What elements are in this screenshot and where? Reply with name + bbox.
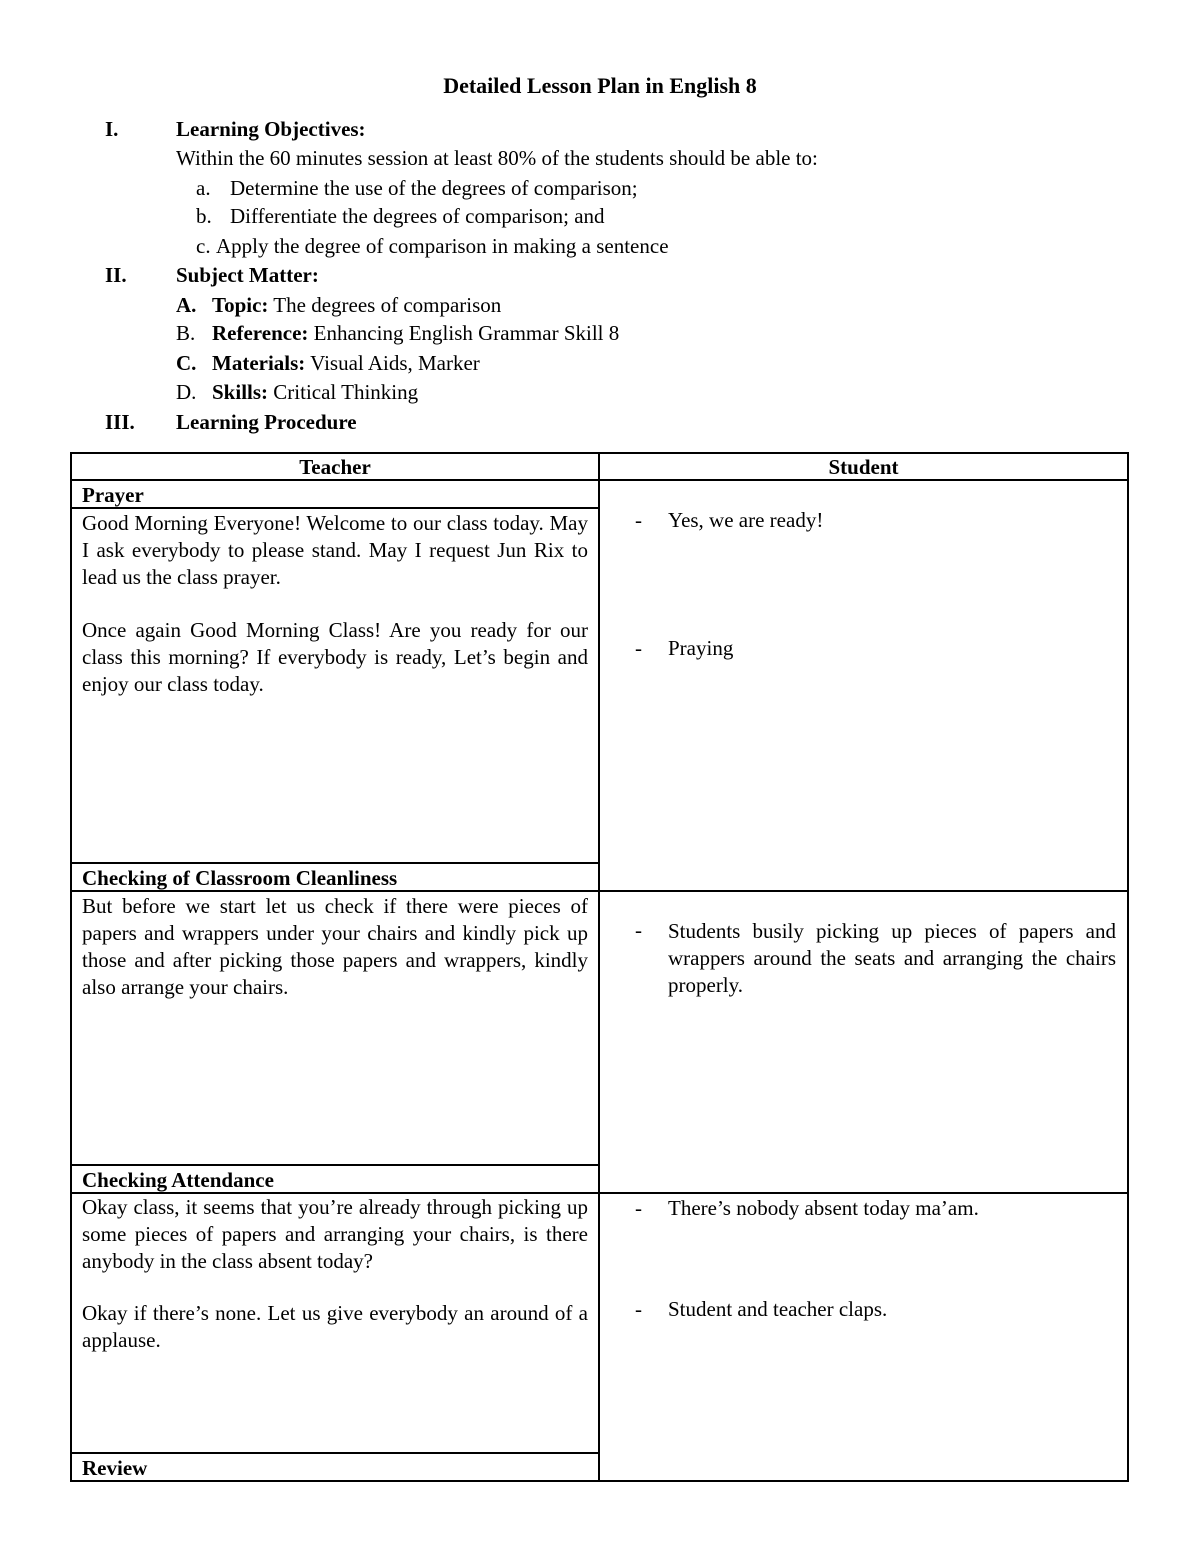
subject-label-skills: Skills: [212,380,269,404]
subject-value-reference: Enhancing English Grammar Skill 8 [313,321,620,345]
attendance-student-dash-2: - [635,1297,642,1321]
procedure-heading: Learning Procedure [176,410,357,434]
attendance-end-divider [70,1452,600,1454]
attendance-heading: Checking Attendance [82,1168,274,1192]
subject-marker-d: D. [176,380,197,404]
procedure-numeral: III. [105,410,135,434]
table-border-right [1127,452,1129,1482]
objective-item-b: Differentiate the degrees of comparison; and [230,204,605,228]
review-heading: Review [82,1456,148,1480]
cleanliness-heading: Checking of Classroom Cleanliness [82,866,398,890]
prayer-student-response-2: Praying [668,636,734,660]
cleanliness-teacher-paragraph-1: But before we start let us check if there were pieces of papers and wrappers under your chairs and kindly pick up those and after picking those papers and wrappers, kindly also arrange your chairs. [82,894,588,999]
subject-item-topic [212,293,501,318]
subject-marker-a: A. [176,293,197,317]
table-border-left [70,452,72,1482]
subject-heading: Subject Matter: [176,263,319,287]
subject-marker-b: B. [176,321,196,345]
objective-marker-a: a. [196,176,211,200]
attendance-student-dash-1: - [635,1196,642,1220]
prayer-student-response-1: Yes, we are ready! [668,508,824,532]
subject-label-topic: Topic: [212,293,269,317]
prayer-heading-divider [70,507,600,509]
objectives-numeral: I. [105,117,119,141]
prayer-end-divider [70,862,600,864]
cleanliness-student-response-1: Students busily picking up pieces of papers and wrappers around the seats and arranging the chairs properly. [668,919,1116,997]
prayer-student-dash-1: - [635,508,642,532]
subject-value-skills: Critical Thinking [273,380,419,404]
prayer-teacher-paragraph-2: Once again Good Morning Class! Are you ready for our class this morning? If everybody is ready, Let’s begin and enjoy our class today. [82,618,588,696]
student-column-header: Student [828,455,899,479]
attendance-student-response-2: Student and teacher claps. [668,1297,888,1321]
subject-label-reference: Reference: [212,321,309,345]
objective-item-a: Determine the use of the degrees of comparison; [230,176,638,200]
objective-item-c: Apply the degree of comparison in making a sentence [216,234,669,258]
attendance-student-response-1: There’s nobody absent today ma’am. [668,1196,979,1220]
objectives-intro: Within the 60 minutes session at least 80% of the students should be able to: [176,146,818,170]
table-column-divider [598,452,600,1482]
subject-item-materials [212,351,480,376]
subject-numeral: II. [105,263,127,287]
subject-value-materials: Visual Aids, Marker [310,351,480,375]
subject-label-materials: Materials: [212,351,306,375]
subject-item-reference [212,321,619,346]
subject-value-topic: The degrees of comparison [273,293,502,317]
prayer-heading: Prayer [82,483,144,507]
objective-marker-b: b. [196,204,212,228]
objectives-heading: Learning Objectives: [176,117,366,141]
subject-marker-c: C. [176,351,197,375]
cleanliness-end-divider [70,1164,600,1166]
prayer-student-dash-2: - [635,636,642,660]
procedure-table [70,452,1129,1482]
cleanliness-student-dash-1: - [635,918,642,942]
attendance-teacher-paragraph-1: Okay class, it seems that you’re already through picking up some pieces of papers and arranging your chairs, is there anybody in the class absent today? [82,1195,588,1273]
objective-marker-c: c. [196,234,211,258]
document-title: Detailed Lesson Plan in English 8 [443,73,757,98]
prayer-teacher-paragraph-1: Good Morning Everyone! Welcome to our class today. May I ask everybody to please stand. May I request Jun Rix to lead us the class prayer. [82,511,588,589]
teacher-column-header: Teacher [299,455,371,479]
subject-item-skills [212,380,418,405]
attendance-teacher-paragraph-2: Okay if there’s none. Let us give everybody an around of a applause. [82,1301,588,1352]
